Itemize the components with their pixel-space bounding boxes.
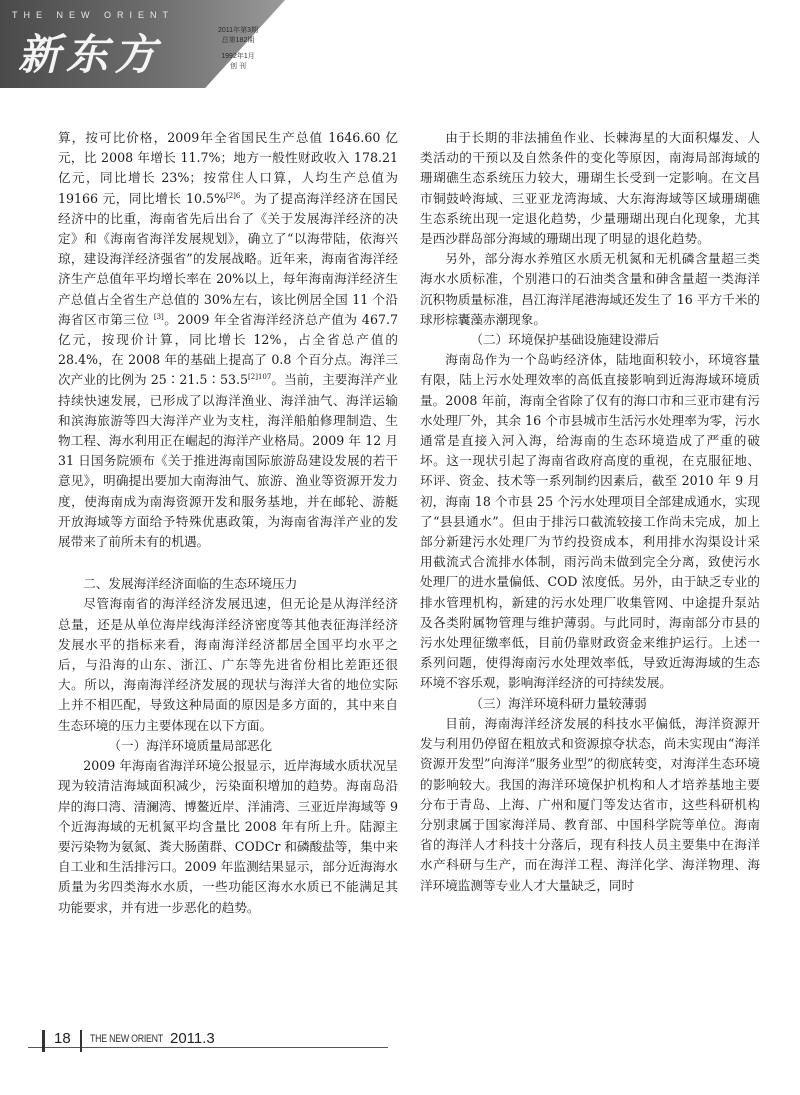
section-heading: 二、发展海洋经济面临的生态环境压力 [83,576,298,592]
paragraph: 由于长期的非法捕鱼作业、长棘海星的大面积爆发、人类活动的干预以及自然条件的变化等原因，南海局部海域的珊瑚礁生态系统压力较大，珊瑚生长受到一定影响。在文昌市铜鼓岭海域、三亚亚龙湾海域、大东海海域等区域珊瑚礁生态系统出现一定退化趋势，少量珊瑚出现白化现象，尤其是西沙群岛部分海域的珊瑚出现了明显的退化趋势。 [420,130,760,247]
journal-logo: 新东方 [18,30,163,79]
issue-info [208,26,268,72]
footer-divider [42,1030,45,1052]
paragraph: 目前，海南海洋经济发展的科技水平偏低，海洋资源开发与利用仍停留在粗放式和资源掠夺状态，尚未实现由“海洋资源开发型”向海洋“服务业型”的彻底转变，对海洋生态环境的影响较大。我国的海洋环境保护机构和人才培养基地主要分布于青岛、上海、广州和厦门等发达省市，这些科研机构分别隶属于国家海洋局、教育部、中国科学院等单位。海南省的海洋人才科技十分落后，现有科技人员主要集中在海洋水产科研与生产，而在海洋工程、海洋化学、海洋物理、海洋环境监测等专业人才大量缺乏，同时 [420,715,760,893]
paragraph: 海南岛作为一个岛屿经济体，陆地面积较小，环境容量有限，陆上污水处理效率的高低直接影响到近海海域环境质量。2008 年前，海南全省除了仅有的海口市和三亚市建有污水处理厂外，其余 16 个市县城市生活污水处理率为零，污水通常是直接入河入海，给海南的生态环境造成了严重的破坏。这一现状引起了海南省政府高度的重视，在克服征地、环评、资金、技术等一系列制约因素后，截至 2010 年 9 月初，海南 18 个市县 25 个污水处理项目全部建成通水，实现了“县县通水”。但由于排污口截流较接工作尚未完成，加上部分新建污水处理厂为节约投资成本，利用排水沟渠设计采用截流式合流排水体制，雨污尚未做到完全分离，致使污水处理厂的进水量偏低、COD 浓度低。另外，由于缺乏专业的排水管理机构，新建的污水处理厂收集管网、中途提升泵站及各类附属物管理与维护薄弱。与此同时，海南部分市县的污水处理征缴率低，目前仍靠财政资金来维护运行。上述一系列问题，使得海南污水处理效率低，导致近海海域的生态环境不容乐观，影响海洋经济的可持续发展。 [420,352,760,691]
citation: [2]107 [248,373,272,382]
paragraph: 尽管海南省的海洋经济发展迅速，但无论是从海洋经济总量，还是从单位海岸线海洋经济密度等其他表征海洋经济发展水平的指标来看，海南海洋经济都居全国平均水平之后，与沿海的山东、浙江、广东等先进省份相比差距还很大。所以，海南海洋经济发展的现状与海洋大省的地位实际上并不相匹配，导致这种局面的原因是多方面的，其中来自生态环境的压力主要体现在以下方面。 [58,596,398,733]
citation: [3] [153,312,164,321]
paragraph [58,128,398,552]
subsection-heading: （三）海洋环境科研力量较薄弱 [470,695,647,711]
masthead-tagline: THE NEW ORIENT [12,10,174,20]
right-column [420,128,760,896]
footer-rule [28,1047,388,1048]
subsection-heading: （一）海洋环境质量局部恶化 [108,737,273,753]
paragraph: 另外，部分海水养殖区水质无机氮和无机磷含量超三类海水水质标准，个别港口的石油类含量和砷含量超一类海洋沉积物质量标准，昌江海洋尾港海域还发生了 16 平方千米的球形棕囊藻赤潮现象。 [420,251,760,327]
paragraph: 2009 年海南省海洋环境公报显示，近岸海域水质状况呈现为较清洁海域面积减少，污染面积增加的趋势。海南岛沿岸的海口湾、清澜湾、博鳌近岸、洋浦湾、三亚近岸海域等 9 个近海海域的无机氮平均含量比 2008 年有所上升。陆源主要污染物为氨氮、粪大肠菌群、CODCr 和磷酸盐等，集中来自工业和生活排污口。2009 年监测结果显示，部分近海海水质量为劣四类海水水质，一些功能区海水水质已不能满足其功能要求，并有进一步恶化的趋势。 [58,758,398,915]
text-run: 。2009 年全省海洋经济总产值为 467.7 亿元，按现价计算，同比增长 12%，占全省总产值的 28.4%，在 2008 年的基础上提高了 0.8 个百分点。海洋三次产业的比例为 25∶21.5∶53.5 [58,311,398,388]
founded-label: 创 刊 [230,63,246,70]
founded-date: 1992年1月 [221,53,255,60]
page-number: 18 [54,1030,71,1047]
text-run: 算，按可比价格，2009年全省国民生产总值 1646.60 亿元，比 2008 年增长 11.7%；地方一般性财政收入 178.21 亿元，同比增长 23%；按常住人口算，人均生产总值为 19166 元，同比增长 10.5% [58,130,398,206]
text-run: 。当前，主要海洋产业持续快速发展，已形成了以海洋渔业、海洋油气、海洋运输和滨海旅游等四大海洋产业为支柱，海洋船舶修理制造、生物工程、海水利用正在崛起的海洋产业格局。2009 年 12 月 31 日国务院颁布《关于推进海南国际旅游岛建设发展的若干意见》，明确提出要加大南海油气、旅游、渔业等资源开发力度，使海南成为南海资源开发和服务基地，并在邮轮、游艇开放海域等方面给予特殊优惠政策，为海南省海洋产业的发展带来了前所未有的机遇。 [58,372,398,550]
footer-divider [80,1030,82,1052]
footer-brand: THE NEW ORIENT [90,1033,163,1045]
page-footer [0,1020,800,1070]
subsection-heading: （二）环境保护基础设施建设滞后 [470,332,660,348]
footer-issue: 2011.3 [170,1030,215,1047]
issue-line-1: 2011年第3期 [218,27,258,34]
left-column [58,128,398,918]
issue-line-2: 总第182期 [221,37,255,44]
text-run: 。为了提高海洋经济在国民经济中的比重，海南省先后出台了《关于发展海洋经济的决定》和《海南省海洋发展规划》，确立了“以海带陆，依海兴琼，建设海洋经济强省”的发展战略。近年来，海南省海洋经济生产总值年平均增长率在 20%以上，每年海南海洋经济生产总值占全省生产总值的 30%左右，该比例居全国 11 个沿海省区市第三位 [58,190,398,327]
masthead [0,0,800,100]
citation: [2]6 [225,191,241,200]
